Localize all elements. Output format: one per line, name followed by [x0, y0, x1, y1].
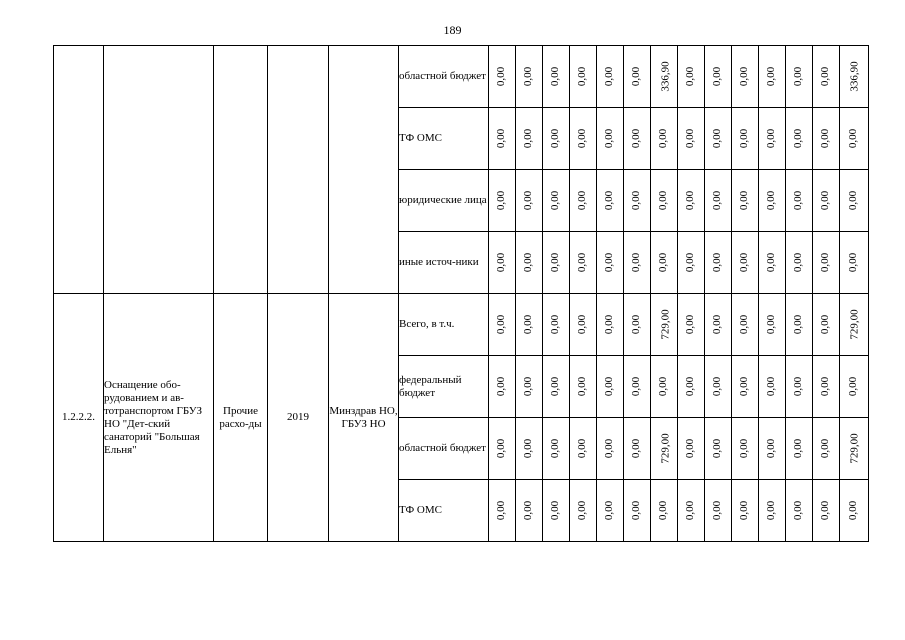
value-cell — [813, 294, 840, 356]
value-cell — [516, 170, 543, 232]
value-cell — [570, 170, 597, 232]
value-text: 0,00 — [549, 500, 562, 521]
value-text: 0,00 — [657, 252, 670, 273]
value-text: 0,00 — [738, 500, 751, 521]
value-text: 729,00 — [659, 433, 672, 464]
value-text: 0,00 — [522, 190, 535, 211]
value-cell — [651, 480, 678, 542]
value-text: 0,00 — [603, 438, 616, 459]
value-cell — [489, 170, 516, 232]
year-cell — [268, 46, 329, 294]
value-text: 0,00 — [549, 66, 562, 87]
value-text: 0,00 — [603, 314, 616, 335]
value-cell — [543, 294, 570, 356]
source-label: областной бюджет — [399, 46, 489, 108]
value-cell — [651, 418, 678, 480]
value-text: 0,00 — [495, 438, 508, 459]
value-cell — [651, 232, 678, 294]
value-text: 0,00 — [576, 128, 589, 149]
value-text: 0,00 — [495, 66, 508, 87]
value-text: 0,00 — [522, 66, 535, 87]
value-cell — [624, 232, 651, 294]
value-cell — [705, 108, 732, 170]
value-text: 0,00 — [711, 190, 724, 211]
value-cell — [813, 356, 840, 418]
value-text: 0,00 — [792, 66, 805, 87]
value-cell — [543, 480, 570, 542]
value-cell — [840, 170, 869, 232]
value-text: 0,00 — [684, 252, 697, 273]
value-cell — [570, 418, 597, 480]
value-cell — [489, 232, 516, 294]
value-cell — [624, 480, 651, 542]
value-cell — [624, 294, 651, 356]
value-cell — [597, 46, 624, 108]
value-text: 729,00 — [848, 309, 861, 340]
value-text: 0,00 — [711, 66, 724, 87]
value-cell — [543, 108, 570, 170]
value-text: 0,00 — [576, 66, 589, 87]
value-cell — [759, 356, 786, 418]
page-number: 189 — [443, 23, 462, 37]
value-text: 0,00 — [549, 128, 562, 149]
value-cell — [705, 480, 732, 542]
expense-type-cell — [214, 46, 268, 294]
value-text: 0,00 — [819, 438, 832, 459]
value-cell — [759, 480, 786, 542]
value-cell — [516, 294, 543, 356]
value-cell — [759, 418, 786, 480]
value-cell — [813, 418, 840, 480]
name-cell — [104, 46, 214, 294]
value-text: 0,00 — [549, 438, 562, 459]
value-text: 0,00 — [657, 190, 670, 211]
value-text: 0,00 — [792, 252, 805, 273]
value-cell — [489, 356, 516, 418]
value-text: 0,00 — [630, 314, 643, 335]
value-text: 0,00 — [576, 252, 589, 273]
value-cell — [516, 108, 543, 170]
value-cell — [678, 294, 705, 356]
value-cell — [597, 108, 624, 170]
value-cell — [543, 356, 570, 418]
value-text: 0,00 — [630, 500, 643, 521]
value-cell — [678, 108, 705, 170]
value-text: 0,00 — [603, 500, 616, 521]
value-cell — [597, 170, 624, 232]
value-cell — [732, 46, 759, 108]
value-cell — [813, 480, 840, 542]
value-cell — [678, 170, 705, 232]
value-text: 0,00 — [603, 376, 616, 397]
value-cell — [732, 356, 759, 418]
value-text: 0,00 — [576, 314, 589, 335]
value-cell — [786, 356, 813, 418]
value-text: 0,00 — [495, 252, 508, 273]
value-text: 0,00 — [630, 128, 643, 149]
value-cell — [597, 294, 624, 356]
value-text: 0,00 — [819, 128, 832, 149]
value-text: 0,00 — [738, 314, 751, 335]
source-label: Всего, в т.ч. — [399, 294, 489, 356]
value-cell — [516, 480, 543, 542]
value-text: 0,00 — [576, 190, 589, 211]
executor-cell — [329, 46, 399, 294]
value-text: 0,00 — [684, 128, 697, 149]
value-cell — [489, 294, 516, 356]
value-text: 0,00 — [792, 314, 805, 335]
value-text: 0,00 — [819, 376, 832, 397]
value-cell — [840, 232, 869, 294]
value-text: 0,00 — [738, 252, 751, 273]
value-text: 0,00 — [819, 252, 832, 273]
value-text: 0,00 — [847, 376, 860, 397]
value-text: 0,00 — [630, 252, 643, 273]
value-text: 729,00 — [848, 433, 861, 464]
value-text: 0,00 — [522, 128, 535, 149]
value-cell — [597, 480, 624, 542]
value-cell — [813, 232, 840, 294]
value-text: 336,90 — [659, 61, 672, 92]
value-cell — [813, 170, 840, 232]
value-cell — [597, 232, 624, 294]
value-cell — [786, 170, 813, 232]
value-text: 0,00 — [657, 376, 670, 397]
value-cell — [705, 232, 732, 294]
value-text: 0,00 — [522, 314, 535, 335]
value-text: 0,00 — [847, 252, 860, 273]
value-cell — [840, 46, 869, 108]
value-text: 0,00 — [738, 190, 751, 211]
value-cell — [678, 232, 705, 294]
value-cell — [840, 294, 869, 356]
value-text: 0,00 — [847, 500, 860, 521]
value-text: 0,00 — [738, 128, 751, 149]
value-text: 0,00 — [630, 376, 643, 397]
value-cell — [705, 294, 732, 356]
value-text: 0,00 — [738, 438, 751, 459]
value-cell — [786, 294, 813, 356]
year: 2019 — [268, 294, 329, 542]
value-cell — [516, 418, 543, 480]
value-cell — [570, 480, 597, 542]
value-cell — [678, 480, 705, 542]
value-cell — [651, 108, 678, 170]
value-cell — [759, 170, 786, 232]
value-text: 0,00 — [576, 500, 589, 521]
value-cell — [651, 294, 678, 356]
table-row — [54, 294, 869, 356]
value-text: 0,00 — [657, 128, 670, 149]
value-text: 0,00 — [549, 376, 562, 397]
source-label: федеральный бюджет — [399, 356, 489, 418]
value-cell — [624, 108, 651, 170]
value-text: 0,00 — [684, 438, 697, 459]
value-text: 0,00 — [711, 252, 724, 273]
value-text: 0,00 — [792, 190, 805, 211]
value-text: 0,00 — [819, 190, 832, 211]
value-cell — [840, 418, 869, 480]
value-text: 0,00 — [847, 190, 860, 211]
value-cell — [678, 418, 705, 480]
value-text: 0,00 — [792, 376, 805, 397]
value-text: 0,00 — [711, 500, 724, 521]
value-text: 0,00 — [549, 314, 562, 335]
value-cell — [813, 46, 840, 108]
value-cell — [732, 232, 759, 294]
value-text: 0,00 — [522, 438, 535, 459]
value-cell — [705, 46, 732, 108]
source-label: областной бюджет — [399, 418, 489, 480]
value-cell — [678, 46, 705, 108]
value-text: 0,00 — [847, 128, 860, 149]
value-text: 0,00 — [603, 252, 616, 273]
value-cell — [516, 356, 543, 418]
value-text: 0,00 — [738, 66, 751, 87]
value-text: 0,00 — [765, 128, 778, 149]
value-cell — [732, 480, 759, 542]
value-cell — [840, 356, 869, 418]
value-text: 0,00 — [765, 66, 778, 87]
value-cell — [732, 108, 759, 170]
value-cell — [786, 108, 813, 170]
value-cell — [840, 480, 869, 542]
item-number: 1.2.2.2. — [54, 294, 104, 542]
value-cell — [489, 46, 516, 108]
value-text: 729,00 — [659, 309, 672, 340]
value-text: 0,00 — [522, 500, 535, 521]
value-text: 0,00 — [630, 190, 643, 211]
value-text: 0,00 — [495, 500, 508, 521]
value-text: 0,00 — [549, 252, 562, 273]
value-text: 0,00 — [765, 190, 778, 211]
source-label: иные источ-ники — [399, 232, 489, 294]
value-cell — [570, 232, 597, 294]
value-text: 0,00 — [711, 314, 724, 335]
value-text: 0,00 — [603, 66, 616, 87]
value-text: 0,00 — [576, 376, 589, 397]
value-text: 0,00 — [819, 66, 832, 87]
value-cell — [543, 232, 570, 294]
value-text: 0,00 — [657, 500, 670, 521]
value-cell — [624, 418, 651, 480]
value-cell — [543, 170, 570, 232]
value-text: 0,00 — [630, 438, 643, 459]
value-cell — [732, 418, 759, 480]
expense-type: Прочие расхо-ды — [214, 294, 268, 542]
value-text: 0,00 — [765, 376, 778, 397]
value-text: 0,00 — [792, 500, 805, 521]
value-cell — [570, 294, 597, 356]
value-text: 0,00 — [522, 376, 535, 397]
value-cell — [705, 356, 732, 418]
value-text: 0,00 — [684, 376, 697, 397]
value-text: 0,00 — [765, 314, 778, 335]
value-cell — [624, 46, 651, 108]
number-cell — [54, 46, 104, 294]
value-cell — [732, 170, 759, 232]
value-cell — [786, 480, 813, 542]
value-text: 0,00 — [765, 252, 778, 273]
budget-table — [53, 45, 869, 542]
value-text: 0,00 — [711, 438, 724, 459]
value-text: 0,00 — [711, 376, 724, 397]
value-cell — [840, 108, 869, 170]
value-text: 0,00 — [684, 190, 697, 211]
value-cell — [597, 418, 624, 480]
value-text: 0,00 — [684, 500, 697, 521]
value-text: 0,00 — [576, 438, 589, 459]
value-cell — [786, 418, 813, 480]
value-text: 0,00 — [630, 66, 643, 87]
value-cell — [570, 356, 597, 418]
executor: Минздрав НО, ГБУЗ НО — [329, 294, 399, 542]
value-cell — [516, 232, 543, 294]
value-text: 0,00 — [522, 252, 535, 273]
table-row — [54, 46, 869, 108]
value-text: 0,00 — [603, 128, 616, 149]
value-cell — [543, 46, 570, 108]
value-cell — [786, 46, 813, 108]
value-cell — [597, 356, 624, 418]
value-text: 0,00 — [684, 66, 697, 87]
value-cell — [651, 46, 678, 108]
value-text: 0,00 — [549, 190, 562, 211]
value-cell — [705, 418, 732, 480]
value-text: 0,00 — [738, 376, 751, 397]
value-cell — [489, 108, 516, 170]
value-text: 0,00 — [819, 314, 832, 335]
value-text: 336,90 — [848, 61, 861, 92]
value-text: 0,00 — [495, 376, 508, 397]
value-cell — [705, 170, 732, 232]
value-cell — [516, 46, 543, 108]
value-cell — [759, 232, 786, 294]
value-text: 0,00 — [495, 190, 508, 211]
value-cell — [543, 418, 570, 480]
value-cell — [489, 480, 516, 542]
value-cell — [732, 294, 759, 356]
value-text: 0,00 — [765, 500, 778, 521]
value-cell — [624, 170, 651, 232]
value-cell — [759, 108, 786, 170]
value-cell — [759, 294, 786, 356]
value-cell — [570, 108, 597, 170]
source-label: ТФ ОМС — [399, 480, 489, 542]
value-text: 0,00 — [819, 500, 832, 521]
value-text: 0,00 — [603, 190, 616, 211]
value-text: 0,00 — [711, 128, 724, 149]
value-cell — [651, 170, 678, 232]
value-cell — [651, 356, 678, 418]
value-text: 0,00 — [792, 438, 805, 459]
value-cell — [624, 356, 651, 418]
value-cell — [813, 108, 840, 170]
value-text: 0,00 — [684, 314, 697, 335]
source-label: юридические лица — [399, 170, 489, 232]
item-name: Оснащение обо-рудованием и ав-тотранспортом ГБУЗ НО "Дет-ский санаторий "Большая Ельня" — [104, 294, 214, 542]
value-text: 0,00 — [765, 438, 778, 459]
value-cell — [570, 46, 597, 108]
value-text: 0,00 — [792, 128, 805, 149]
source-label: ТФ ОМС — [399, 108, 489, 170]
value-text: 0,00 — [495, 128, 508, 149]
value-cell — [786, 232, 813, 294]
value-cell — [489, 418, 516, 480]
value-cell — [759, 46, 786, 108]
value-text: 0,00 — [495, 314, 508, 335]
value-cell — [678, 356, 705, 418]
